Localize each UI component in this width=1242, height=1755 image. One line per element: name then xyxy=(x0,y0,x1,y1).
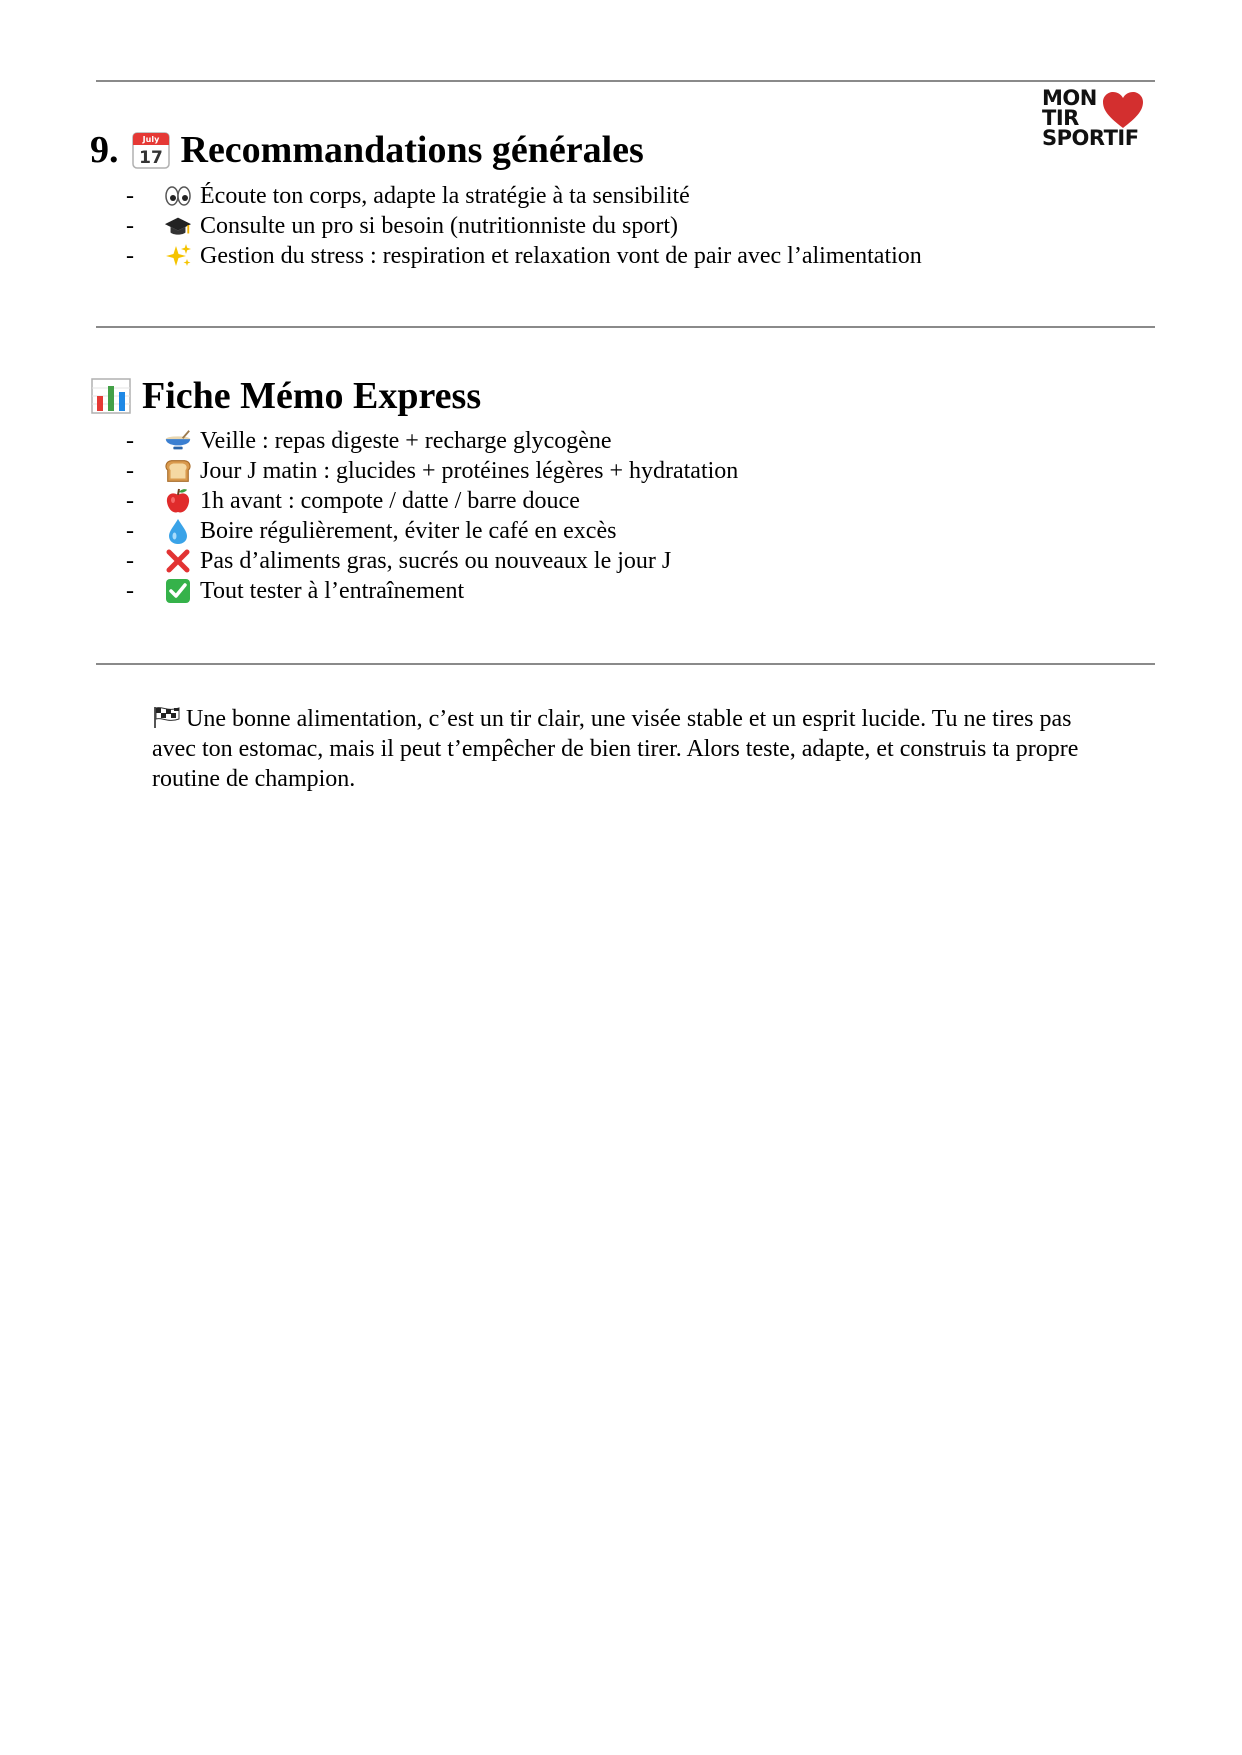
calendar-month: July xyxy=(142,135,159,144)
list-dash: - xyxy=(126,578,134,604)
heart-icon xyxy=(1102,91,1144,129)
list-item xyxy=(126,546,738,576)
list-item xyxy=(126,516,738,546)
bar-chart-icon xyxy=(90,376,132,416)
section-9-title: Recommandations générales xyxy=(180,129,644,171)
list-item xyxy=(126,486,738,516)
cross-mark-icon xyxy=(164,548,192,574)
brand-line-1: MON xyxy=(1042,86,1097,110)
list-dash: - xyxy=(126,548,134,574)
list-item-text: Gestion du stress : respiration et relaxation vont de pair avec l’alimentation xyxy=(200,243,922,269)
recommendations-list xyxy=(126,181,922,271)
closing-paragraph xyxy=(152,704,1102,794)
bread-icon xyxy=(164,458,192,484)
divider-middle xyxy=(96,326,1155,328)
list-item-text: Boire régulièrement, éviter le café en excès xyxy=(200,518,617,544)
apple-icon xyxy=(164,488,192,514)
list-item xyxy=(126,211,922,241)
graduation-cap-icon xyxy=(164,213,192,239)
memo-list xyxy=(126,426,738,606)
sparkles-icon xyxy=(164,243,192,269)
check-mark-icon xyxy=(164,578,192,604)
list-item xyxy=(126,426,738,456)
checkered-flag-icon xyxy=(152,705,182,729)
list-dash: - xyxy=(126,488,134,514)
list-item-text: Jour J matin : glucides + protéines légères + hydratation xyxy=(200,458,739,484)
list-item xyxy=(126,456,738,486)
memo-heading xyxy=(90,374,481,418)
list-item xyxy=(126,241,922,271)
list-item-text: Pas d’aliments gras, sucrés ou nouveaux le jour J xyxy=(200,548,672,574)
brand-line-3: SPORTIF xyxy=(1042,126,1139,150)
list-dash: - xyxy=(126,518,134,544)
list-item xyxy=(126,576,738,606)
divider-top xyxy=(96,80,1155,82)
list-item-text: Veille : repas digeste + recharge glycogène xyxy=(200,428,612,454)
section-9-heading xyxy=(90,128,644,172)
list-item-text: Tout tester à l’entraînement xyxy=(200,578,465,604)
bowl-icon xyxy=(164,428,192,454)
divider-bottom xyxy=(96,663,1155,665)
brand-line-2: TIR xyxy=(1042,106,1079,130)
list-item-text: 1h avant : compote / datte / barre douce xyxy=(200,488,580,514)
calendar-day: 17 xyxy=(138,148,163,168)
list-dash: - xyxy=(126,458,134,484)
brand-logo xyxy=(1042,86,1152,154)
list-dash: - xyxy=(126,428,134,454)
list-dash: - xyxy=(126,213,134,239)
list-item xyxy=(126,181,922,211)
eyes-icon xyxy=(164,183,192,209)
list-dash: - xyxy=(126,183,134,209)
memo-title: Fiche Mémo Express xyxy=(142,375,482,417)
closing-text: Une bonne alimentation, c’est un tir clair, une visée stable et un esprit lucide. Tu ne tires pas avec ton estomac, mais il peut t’empêcher de bien tirer. Alors teste, adapte, et construis ta propre routine de champion. xyxy=(152,706,1079,792)
calendar-icon xyxy=(131,130,171,170)
list-dash: - xyxy=(126,243,134,269)
droplet-icon xyxy=(164,518,192,544)
section-number: 9. xyxy=(90,129,119,171)
list-item-text: Consulte un pro si besoin (nutritionniste du sport) xyxy=(200,213,678,239)
list-item-text: Écoute ton corps, adapte la stratégie à ta sensibilité xyxy=(200,183,690,209)
